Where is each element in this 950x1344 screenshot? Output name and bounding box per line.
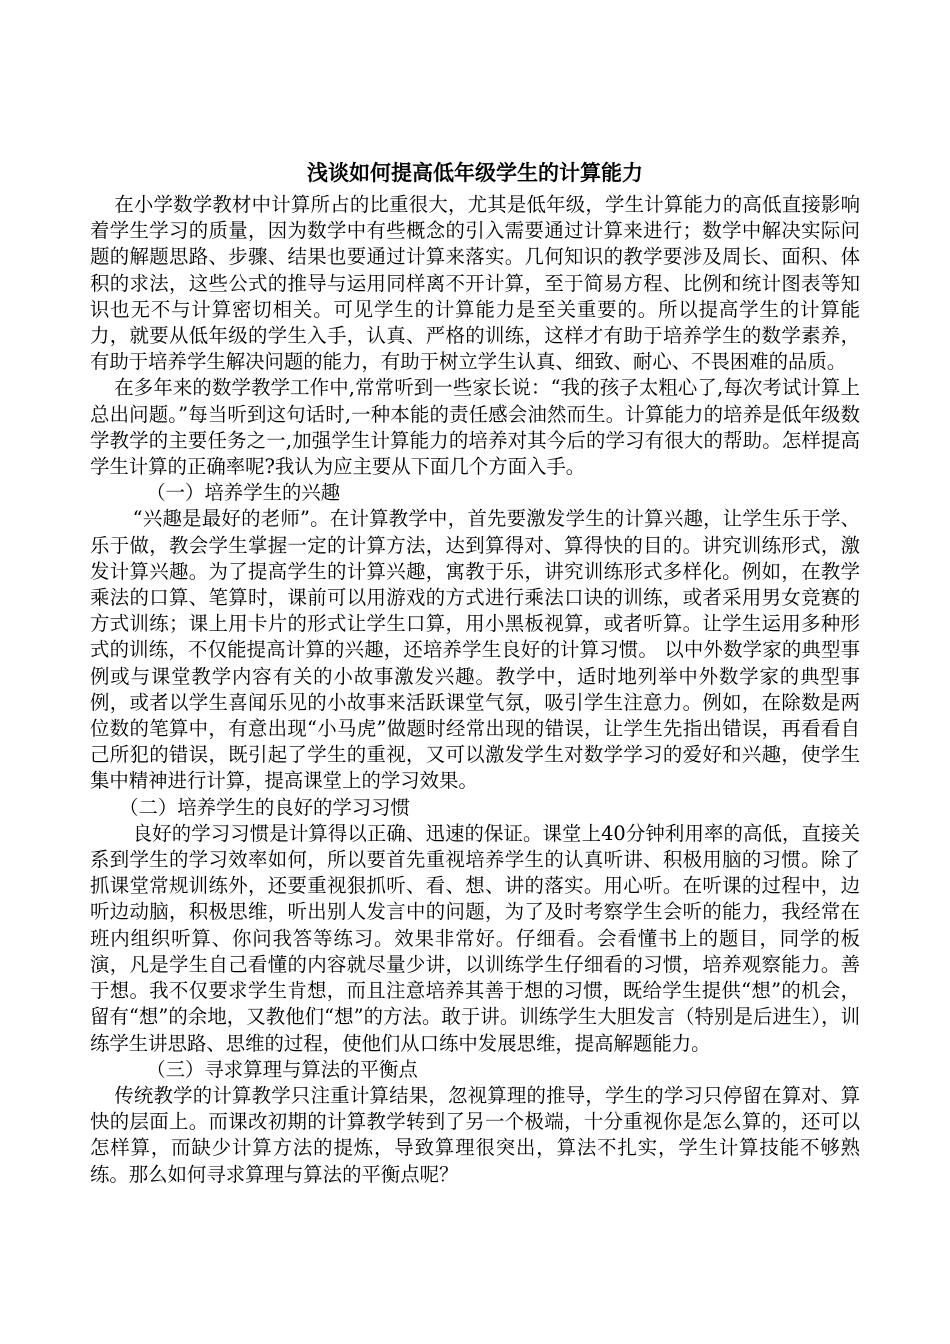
section-heading-2: （二）培养学生的良好的学习习惯 bbox=[119, 795, 410, 819]
section-1-paragraph: “兴趣是最好的老师”。在计算教学中，首先要激发学生的计算兴趣，让学生乐于学、乐于做，教会学生掌握一定的计算方法，达到算得对、算得快的目的。讲究训练形式，激发计算兴趣。为了提高学生的计算兴趣，寓教于乐，讲究训练形式多样化。例如，在教学乘法的口算、笔算时，课前可以用游戏的方式进行乘法口诀的训练，或者采用男女竞赛的方式训练；课上用卡片的形式让学生口算，用小黑板视算，或者听算。让学生运用多种形式的训练，不仅能提高计算的兴趣，还培养学生良好的计算习惯。 以中外数学家的典型事例或与课堂教学内容有关的小故事激发兴趣。教学中，适时地列举中外数学家的典型事例，或者以学生喜闻乐见的小故事来活跃课堂气氛，吸引学生注意力。例如，在除数是两位数的笔算中，有意出现“小马虎”做题时经常出现的错误，让学生先指出错误，再看看自己所犯的错误，既引起了学生的重视，又可以激发学生对数学学习的爱好和兴趣，使学生集中精神进行计算，提高课堂上的学习效果。 bbox=[90, 507, 860, 793]
document-page bbox=[90, 158, 860, 1188]
section-heading-3: （三）寻求算理与算法的平衡点 bbox=[146, 1057, 418, 1081]
intro-paragraph-1: 在小学数学教材中计算所占的比重很大，尤其是低年级，学生计算能力的高低直接影响着学生学习的质量，因为数学中有些概念的引入需要通过计算来进行；数学中解决实际问题的解题思路、步骤、结果也要通过计算来落实。几何知识的教学要涉及周长、面积、体积的求法，这些公式的推导与运用同样离不开计算，至于简易方程、比例和统计图表等知识也无不与计算密切相关。可见学生的计算能力是至关重要的。所以提高学生的计算能力，就要从低年级的学生入手，认真、严格的训练，这样才有助于培养学生的数学素养，有助于培养学生解决问题的能力，有助于树立学生认真、细致、耐心、不畏困难的品质。 bbox=[90, 193, 860, 374]
intro-paragraph-2: 在多年来的数学教学工作中,常常听到一些家长说：“我的孩子太粗心了,每次考试计算上总出问题。”每当听到这句话时,一种本能的责任感会油然而生。计算能力的培养是低年级数学教学的主要任务之一,加强学生计算能力的培养对其今后的学习有很大的帮助。怎样提高学生计算的正确率呢?我认为应主要从下面几个方面入手。 bbox=[90, 376, 860, 479]
section-heading-1: （一）培养学生的兴趣 bbox=[146, 481, 341, 505]
section-2-paragraph: 良好的学习习惯是计算得以正确、迅速的保证。课堂上40分钟利用率的高低，直接关系到学生的学习效率如何，所以要首先重视培养学生的认真听讲、积极用脑的习惯。除了抓课堂常规训练外，还要重视狠抓听、看、想、讲的落实。用心听。在听课的过程中，边听边动脑，积极思维，听出别人发言中的问题，为了及时考察学生会听的能力，我经常在班内组织听算、你问我答等练习。效果非常好。仔细看。会看懂书上的题目，同学的板演，凡是学生自己看懂的内容就尽量少讲，以训练学生仔细看的习惯，培养观察能力。善于想。我不仅要求学生肯想，而且注意培养其善于想的习惯，既给学生提供“想”的机会，留有“想”的余地，又教他们“想”的方法。敢于讲。训练学生大胆发言（特别是后进生），训练学生讲思路、思维的过程，使他们从口练中发展思维，提高解题能力。 bbox=[90, 821, 860, 1055]
section-3-paragraph: 传统教学的计算教学只注重计算结果，忽视算理的推导，学生的学习只停留在算对、算快的层面上。而课改初期的计算教学转到了另一个极端，十分重视你是怎么算的，还可以怎样算，而缺少计算方法的提炼，导致算理很突出，算法不扎实，学生计算技能不够熟练。那么如何寻求算理与算法的平衡点呢？ bbox=[90, 1083, 860, 1186]
document-title: 浅谈如何提高低年级学生的计算能力 bbox=[307, 161, 643, 185]
